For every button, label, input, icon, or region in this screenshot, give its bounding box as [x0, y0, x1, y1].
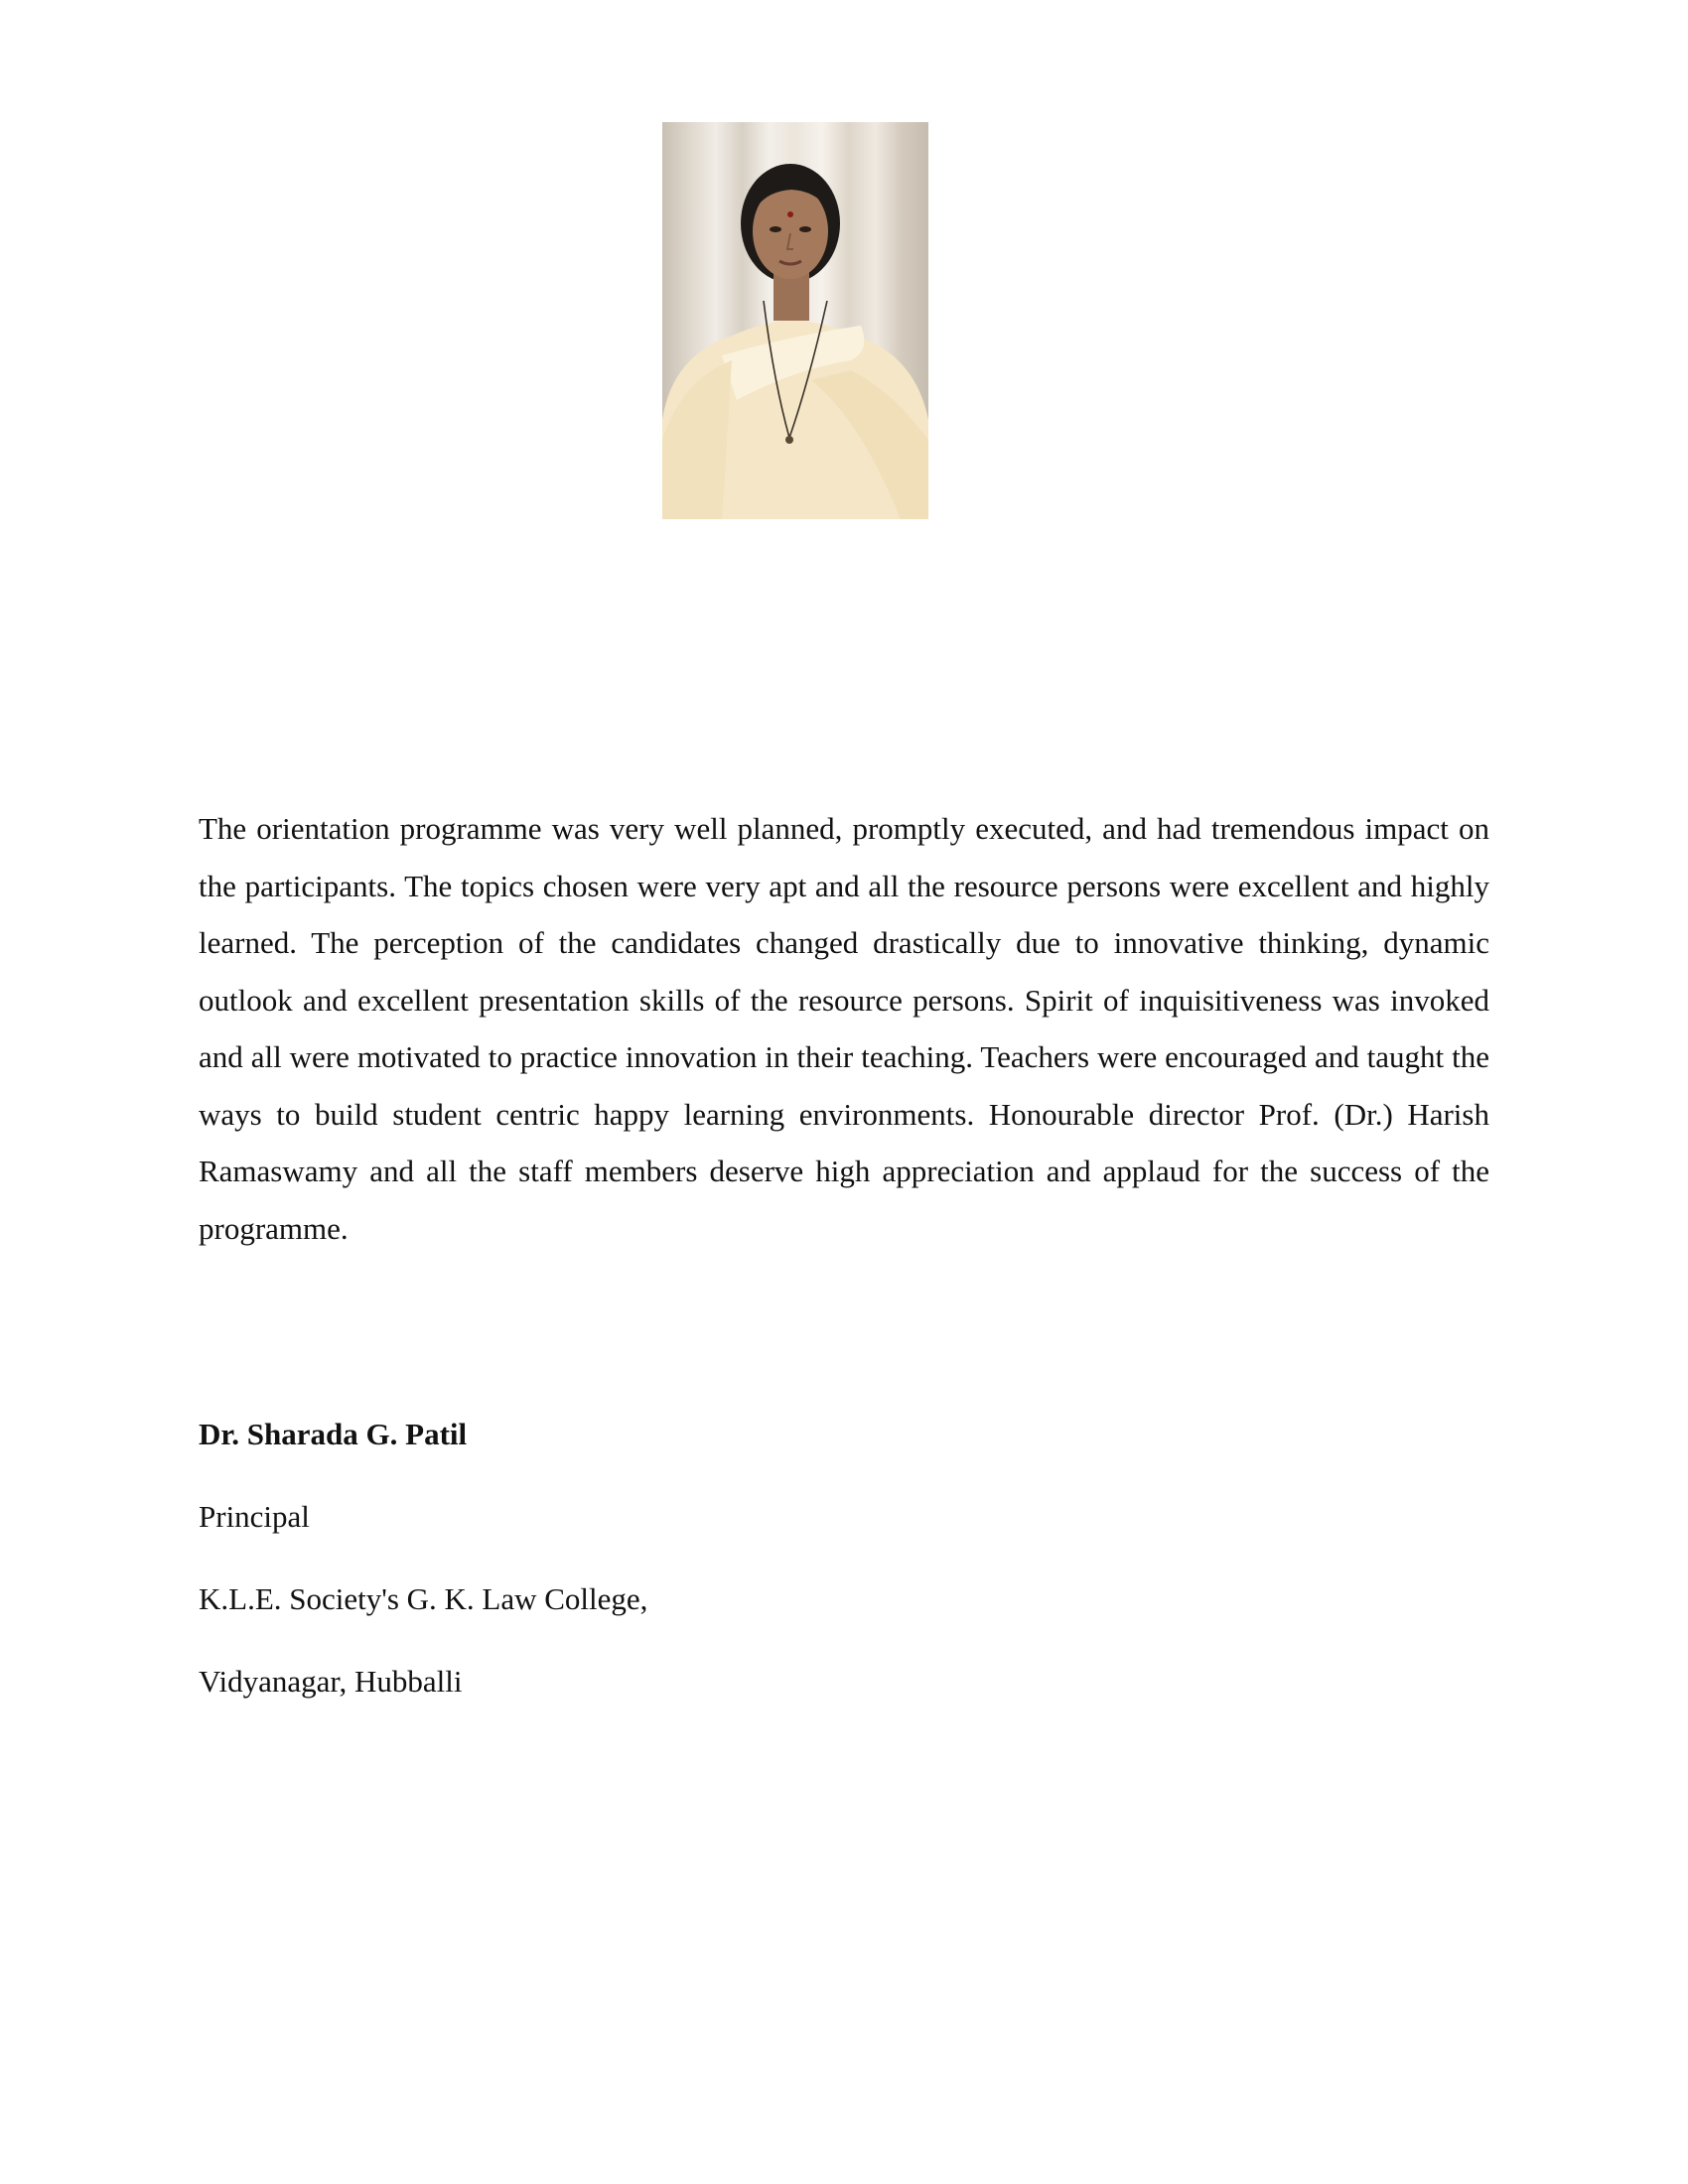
signatory-name: Dr. Sharada G. Patil: [199, 1417, 468, 1451]
body-paragraph: The orientation programme was very well planned, promptly executed, and had tremendous impact on the participants. The topics chosen were very apt and all the resource persons were excellent and highly learned. The perception of the candidates changed drastically due to innovative thinking, dynamic outlook and excellent presentation skills of the resource persons. Spirit of inquisitiveness was invoked and all were motivated to practice innovation in their teaching. Teachers were encouraged and taught the ways to build student centric happy learning environments. Honourable director Prof. (Dr.) Harish Ramaswamy and all the staff members deserve high appreciation and applaud for the success of the programme.: [199, 811, 1489, 1246]
college-location: Vidyanagar, Hubballi: [199, 1664, 463, 1699]
college-name: K.L.E. Society's G. K. Law College,: [199, 1581, 648, 1616]
signatory-role: Principal: [199, 1499, 310, 1534]
portrait-icon: [662, 122, 928, 519]
portrait-photo: [662, 122, 928, 519]
